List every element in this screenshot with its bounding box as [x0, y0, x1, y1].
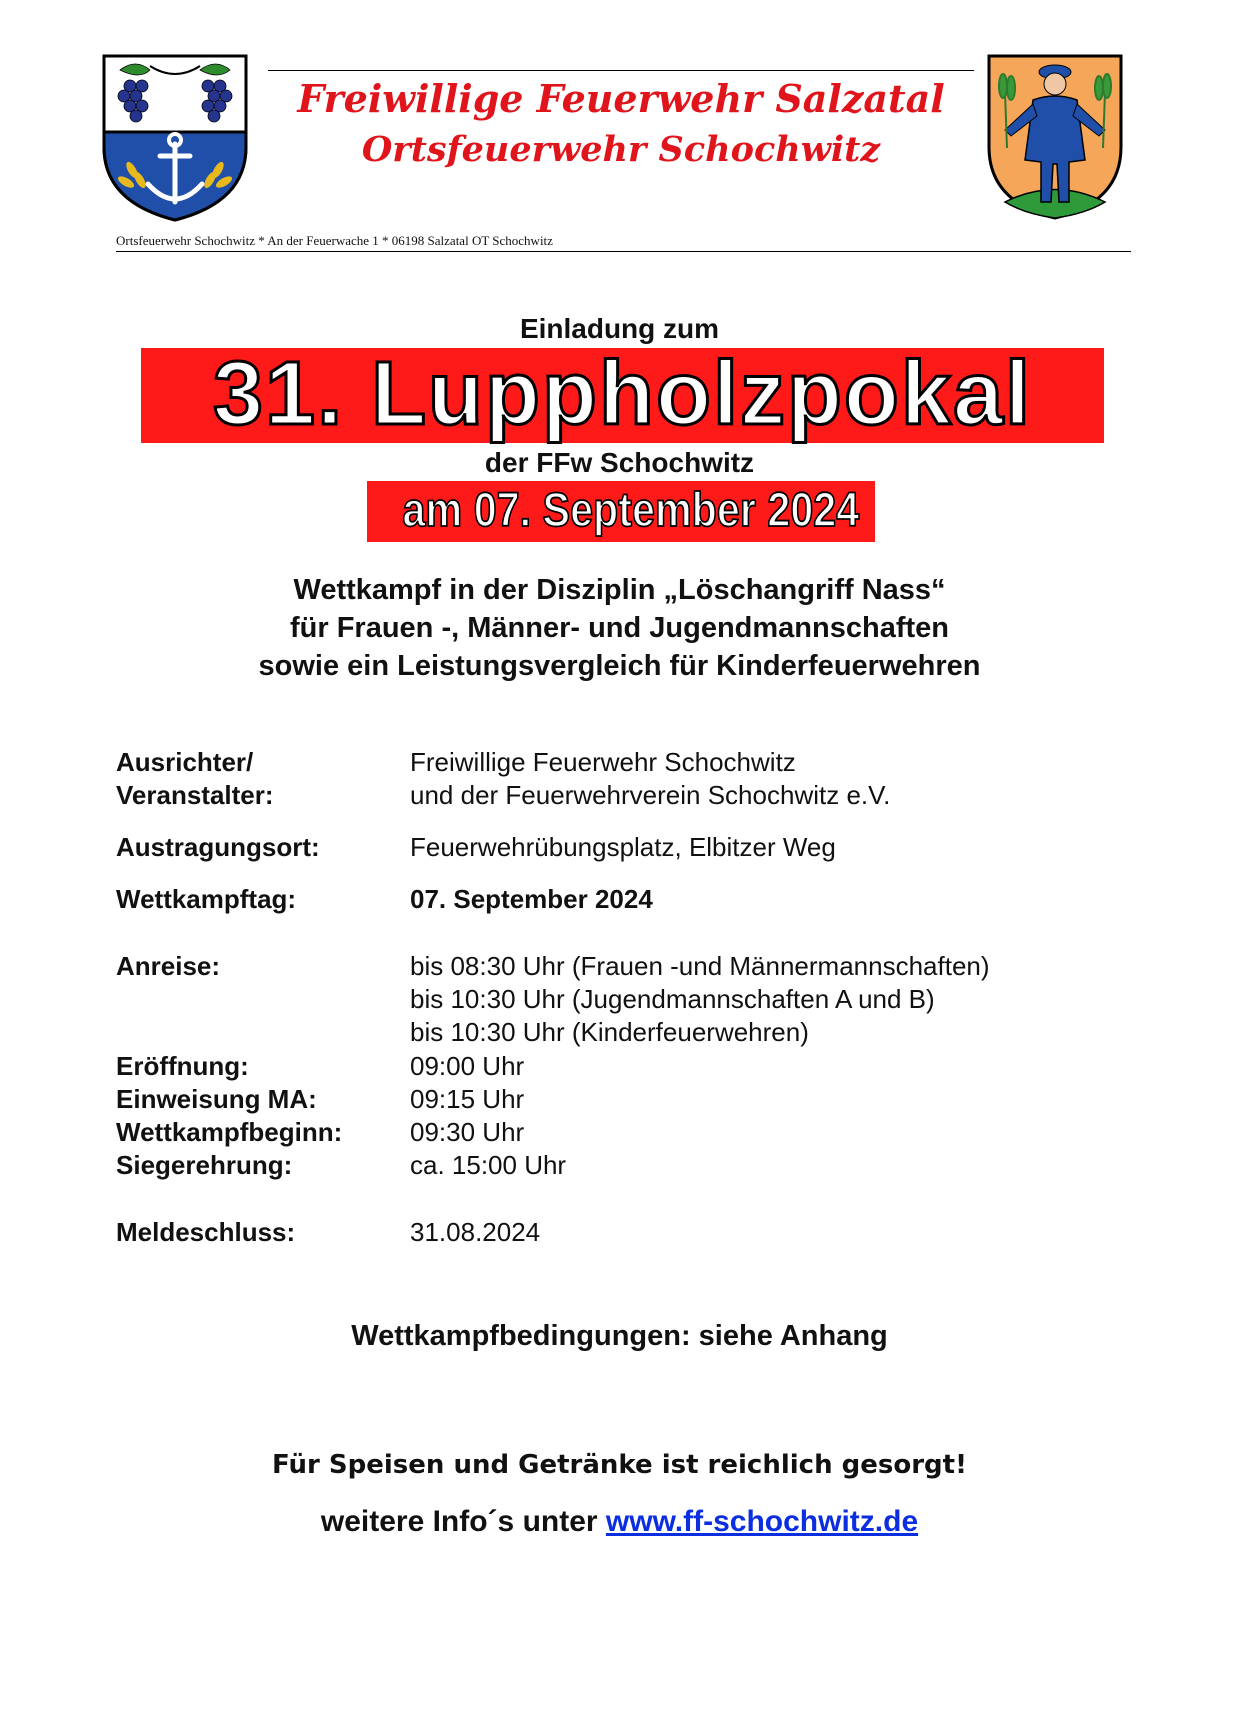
- header-rule-bottom: [116, 251, 1131, 252]
- header-rule-top: [268, 70, 974, 71]
- municipal-crest-left-icon: [100, 52, 250, 224]
- briefing-value: 09:15 Uhr: [410, 1084, 525, 1114]
- org-title: Freiwillige Feuerwehr Salzatal: [297, 76, 945, 121]
- opening-label: Eröffnung:: [116, 1051, 249, 1081]
- discipline-block: [0, 571, 1239, 685]
- award-label: Siegerehrung:: [116, 1150, 293, 1180]
- organizer-label-1: Ausrichter/: [116, 747, 254, 777]
- opening-value: 09:00 Uhr: [410, 1051, 525, 1081]
- info-line: [0, 1503, 1239, 1541]
- discipline-line-3: sowie ein Leistungsvergleich für Kinderfeuerwehren: [258, 650, 981, 682]
- arrival-line-3: bis 10:30 Uhr (Kinderfeuerwehren): [410, 1017, 809, 1047]
- day-label: Wettkampftag:: [116, 884, 297, 914]
- event-date: am 07. September 2024: [402, 484, 860, 537]
- venue-value: Feuerwehrübungsplatz, Elbitzer Weg: [410, 832, 836, 862]
- arrival-line-2: bis 10:30 Uhr (Jugendmannschaften A und B): [410, 984, 935, 1014]
- invite-heading: Einladung zum: [519, 313, 720, 344]
- deadline-label: Meldeschluss:: [116, 1217, 296, 1247]
- address-line: Ortsfeuerwehr Schochwitz * An der Feuerwache 1 * 06198 Salzatal OT Schochwitz: [116, 233, 553, 248]
- award-value: ca. 15:00 Uhr: [410, 1150, 567, 1180]
- briefing-label: Einweisung MA:: [116, 1084, 317, 1114]
- start-value: 09:30 Uhr: [410, 1117, 525, 1147]
- event-title: 31. Luppholzpokal: [212, 344, 1033, 444]
- conditions-note: Wettkampfbedingungen: siehe Anhang: [351, 1320, 888, 1352]
- day-value: 07. September 2024: [410, 884, 653, 914]
- discipline-line-1: Wettkampf in der Disziplin „Löschangriff Nass“: [293, 574, 946, 606]
- arrival-line-1: bis 08:30 Uhr (Frauen -und Männermannschaften): [410, 951, 990, 981]
- deadline-value: 31.08.2024: [410, 1217, 541, 1247]
- host-line: der FFw Schochwitz: [484, 447, 755, 478]
- organizer-label-2: Veranstalter:: [116, 780, 274, 810]
- venue-label: Austragungsort:: [116, 832, 320, 862]
- start-label: Wettkampfbeginn:: [116, 1117, 343, 1147]
- info-prefix: weitere Info´s unter: [320, 1505, 606, 1538]
- organizer-value-1: Freiwillige Feuerwehr Schochwitz: [410, 747, 796, 777]
- org-subtitle: Ortsfeuerwehr Schochwitz: [361, 129, 881, 170]
- municipal-crest-right-icon: [985, 52, 1125, 222]
- discipline-line-2: für Frauen -, Männer- und Jugendmannschaften: [290, 612, 949, 644]
- arrival-label: Anreise:: [116, 951, 221, 981]
- website-link[interactable]: www.ff-schochwitz.de: [605, 1505, 919, 1538]
- organizer-value-2: und der Feuerwehrverein Schochwitz e.V.: [410, 780, 891, 810]
- food-note: Für Speisen und Getränke ist reichlich gesorgt!: [272, 1450, 967, 1480]
